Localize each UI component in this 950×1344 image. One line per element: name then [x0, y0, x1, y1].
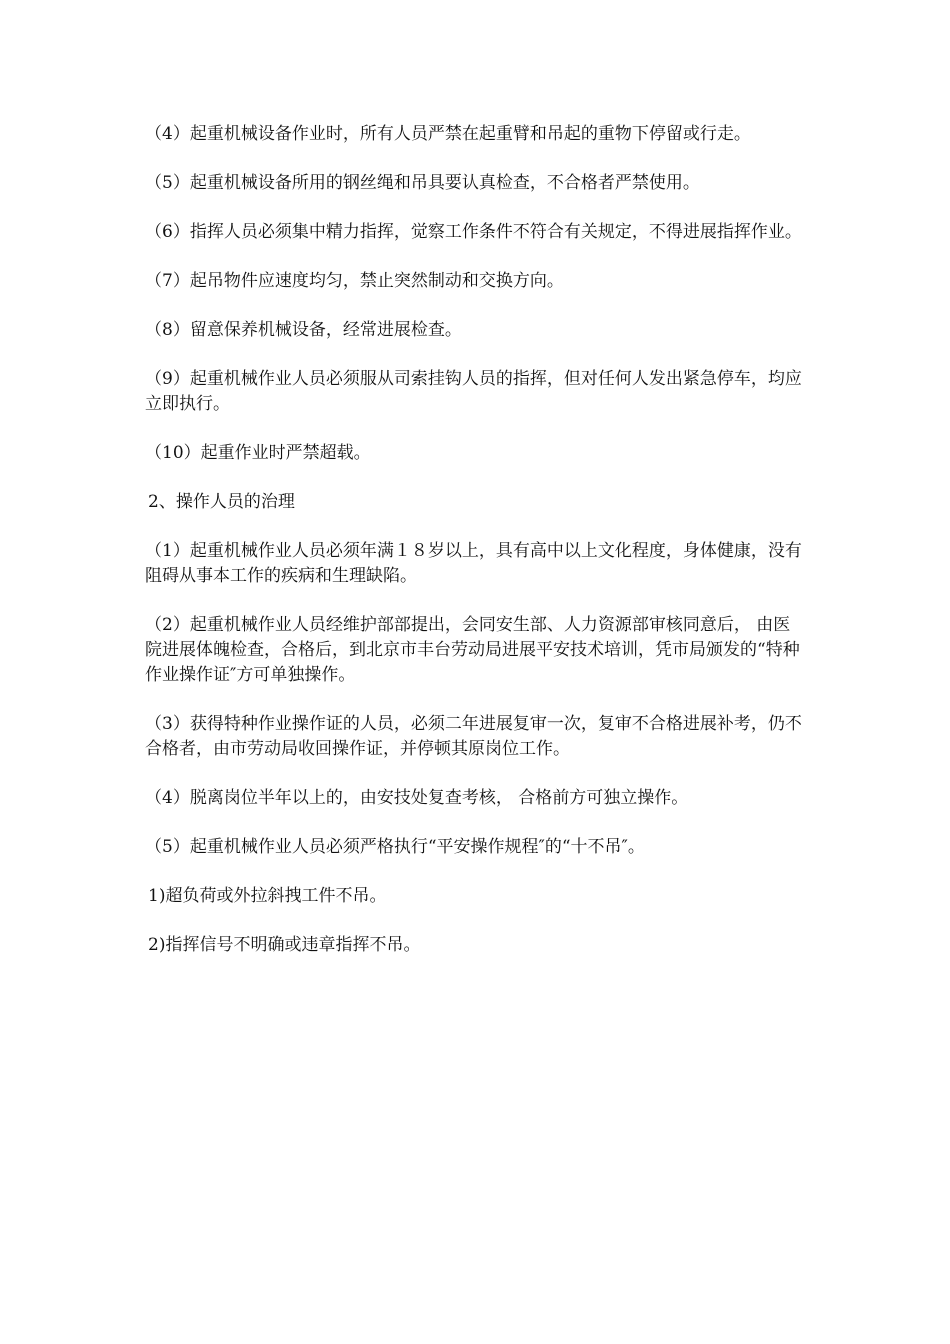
paragraph-rule-7: （7）起吊物件应速度均匀，禁止突然制动和交换方向。 — [145, 271, 564, 291]
paragraph-rule-8: （8）留意保养机械设备，经常进展检查。 — [145, 320, 462, 340]
paragraph-rule-9: （9）起重机械作业人员必须服从司索挂钩人员的指挥，但对任何人发出紧急停车，均应立即执行。 — [145, 369, 802, 414]
document-page — [145, 122, 805, 982]
paragraph-operator-2: （2）起重机械作业人员经维护部部提出，会同安生部、人力资源部审核同意后， 由医院进展体魄检查，合格后，到北京市丰台劳动局进展平安技术培训，凭市局颁发的“特种作业操作证″方可单独操作。 — [145, 615, 800, 685]
section-heading-operator-management: 2、操作人员的治理 — [148, 492, 295, 512]
paragraph-operator-4: （4）脱离岗位半年以上的，由安技处复查考核， 合格前方可独立操作。 — [145, 788, 689, 808]
paragraph-operator-5: （5）起重机械作业人员必须严格执行“平安操作规程″的“十不吊″。 — [145, 837, 645, 857]
paragraph-operator-3: （3）获得特种作业操作证的人员，必须二年进展复审一次，复审不合格进展补考，仍不合格者，由市劳动局收回操作证，并停顿其原岗位工作。 — [145, 714, 802, 759]
list-item-no-lift-2: 2)指挥信号不明确或违章指挥不吊。 — [148, 935, 421, 955]
paragraph-rule-6: （6）指挥人员必须集中精力指挥，觉察工作条件不符合有关规定，不得进展指挥作业。 — [145, 222, 802, 242]
paragraph-rule-4: （4）起重机械设备作业时，所有人员严禁在起重臂和吊起的重物下停留或行走。 — [145, 124, 751, 144]
paragraph-operator-1: （1）起重机械作业人员必须年满１８岁以上，具有高中以上文化程度，身体健康，没有阻碍从事本工作的疾病和生理缺陷。 — [145, 541, 802, 586]
paragraph-rule-5: （5）起重机械设备所用的钢丝绳和吊具要认真检查，不合格者严禁使用。 — [145, 173, 700, 193]
list-item-no-lift-1: 1)超负荷或外拉斜拽工件不吊。 — [148, 886, 387, 906]
paragraph-rule-10: （10）起重作业时严禁超载。 — [145, 443, 371, 463]
